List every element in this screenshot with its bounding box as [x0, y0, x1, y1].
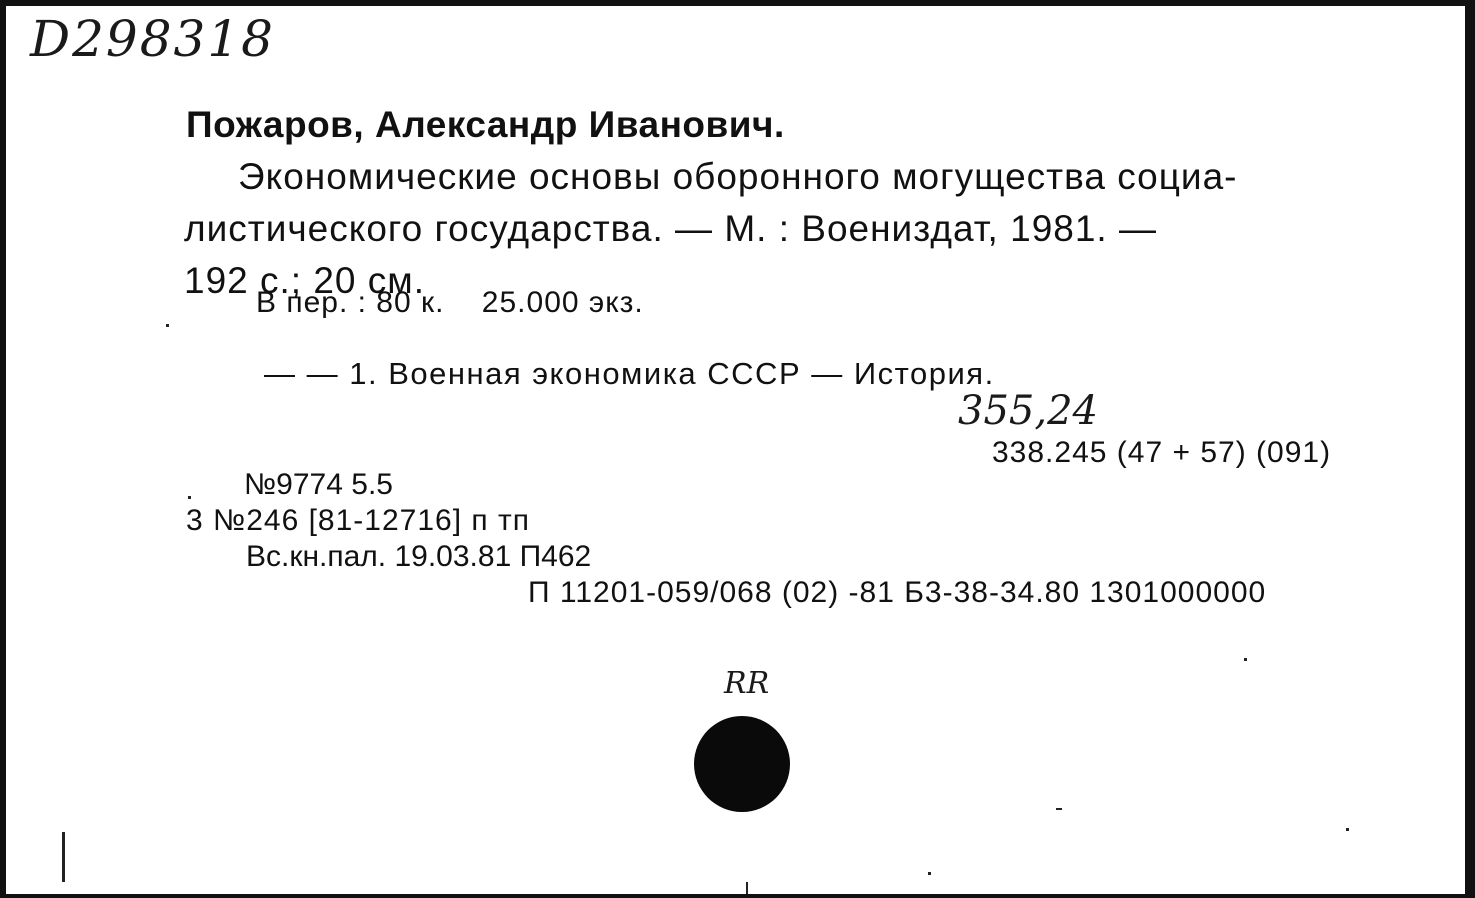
- pen-mark: [62, 832, 65, 882]
- isbn-line: П 11201-059/068 (02) -81 Б3-38-34.80 1301000000: [528, 576, 1267, 609]
- title-line-2: листического государства. — М. : Воениздат, 1981. —: [184, 208, 1157, 249]
- print-info: 3 №246 [81-12716] п тп: [186, 504, 530, 537]
- title-line-3: 192 с.; 20 см.: [184, 260, 426, 301]
- accession-number: D298318: [30, 10, 275, 68]
- speck-7: [928, 872, 931, 875]
- speck-3: [1244, 658, 1247, 661]
- title-line-1: Экономические основы оборонного могущества социа-: [238, 156, 1238, 197]
- title-block: [184, 151, 1374, 307]
- book-chamber-line: Вс.кн.пал. 19.03.81 П462: [246, 540, 592, 573]
- author-heading: Пожаров, Александр Иванович.: [186, 104, 785, 145]
- speck-4: [1346, 828, 1349, 831]
- speck-1: [166, 324, 169, 327]
- punch-hole: [694, 716, 790, 812]
- handwritten-udc: 355,24: [958, 388, 1098, 434]
- speck-2: [188, 496, 191, 499]
- handwritten-initials: RR: [724, 666, 770, 701]
- order-number: №9774 5.5: [244, 468, 393, 501]
- speck-5: [1056, 808, 1062, 810]
- price-line: В пер. : 80 к. 25.000 экз.: [256, 286, 644, 319]
- speck-6: [746, 882, 748, 896]
- udc-number: 338.245 (47 + 57) (091): [992, 436, 1332, 469]
- subject-heading: — — 1. Военная экономика СССР — История.: [264, 356, 995, 391]
